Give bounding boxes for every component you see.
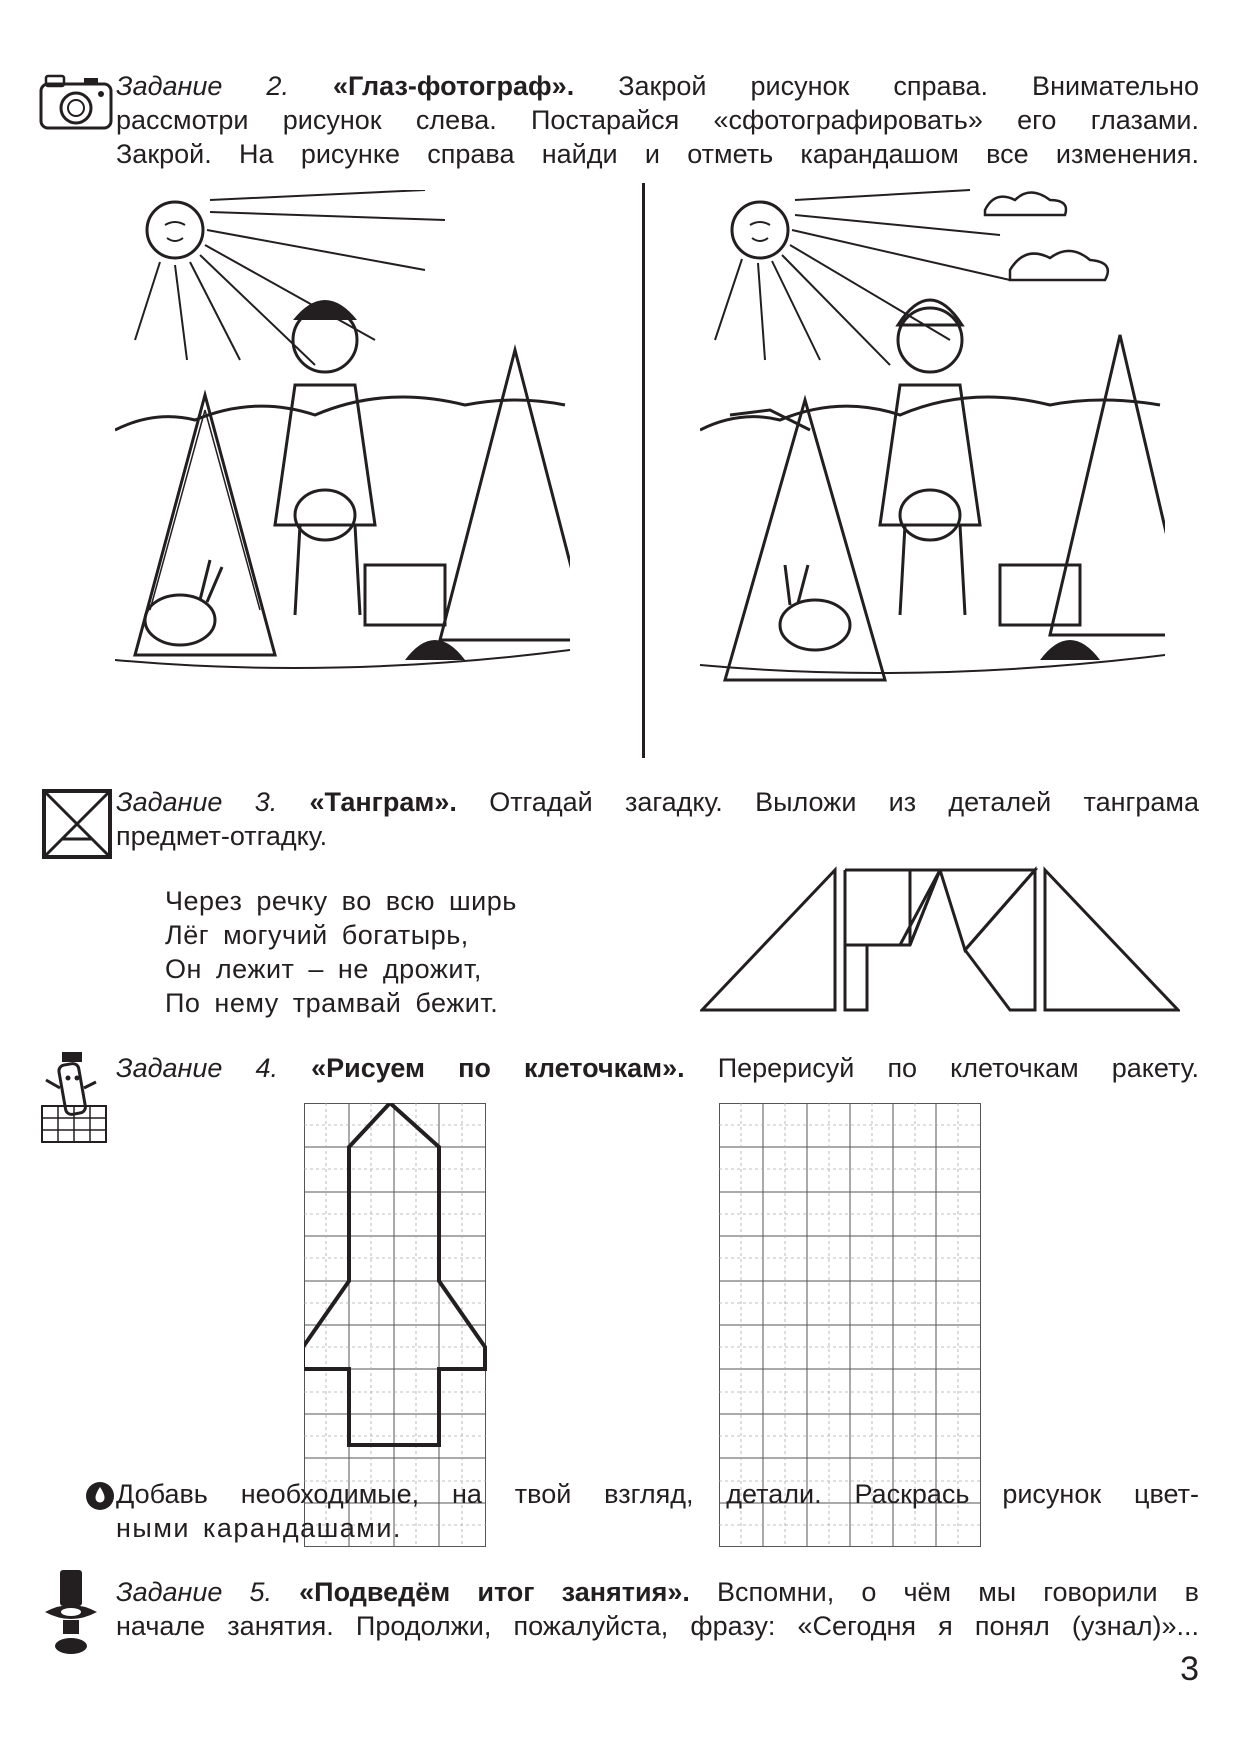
task3-text xyxy=(116,785,1199,853)
task4-text xyxy=(116,1051,1199,1085)
riddle xyxy=(165,884,517,1020)
task5-title: «Подведём итог занятия». xyxy=(299,1577,690,1607)
task2-prefix: Задание 2. xyxy=(116,71,289,101)
riddle-line: Лёг могучий богатырь, xyxy=(165,920,469,950)
task3-prefix: Задание 3. xyxy=(116,787,278,817)
right-picture xyxy=(700,185,1165,745)
task2-line1: Закрой рисунок справа. Внимательно xyxy=(618,71,1199,101)
tangram-icon xyxy=(42,789,112,864)
task5-text xyxy=(116,1575,1199,1643)
task3-line2: предмет-отгадку. xyxy=(116,821,328,851)
task2-line2: рассмотри рисунок слева. Постарайся «сфотографировать» его глазами. xyxy=(116,105,1199,135)
riddle-line: По нему трамвай бежит. xyxy=(165,988,499,1018)
task5-line2: начале занятия. Продолжи, пожалуйста, фразу: «Сегодня я понял (узнал)»... xyxy=(116,1611,1199,1641)
camera-icon xyxy=(38,72,114,137)
task2-line3: Закрой. На рисунке справа найди и отметь карандашом все изменения. xyxy=(116,139,1199,169)
pencil-grid-icon xyxy=(38,1048,110,1153)
left-picture xyxy=(115,190,570,745)
summary-lamp-icon xyxy=(43,1568,99,1661)
extra-text xyxy=(116,1477,1199,1545)
drop-icon xyxy=(85,1481,115,1516)
divider-line xyxy=(642,183,645,758)
extra-line2: ными карандашами. xyxy=(116,1513,402,1543)
task4-prefix: Задание 4. xyxy=(116,1053,279,1083)
task2-text xyxy=(116,69,1199,171)
task3-title: «Танграм». xyxy=(309,787,457,817)
riddle-line: Он лежит – не дрожит, xyxy=(165,954,482,984)
task4-rest: Перерисуй по клеточкам ракету. xyxy=(717,1053,1199,1083)
task5-prefix: Задание 5. xyxy=(116,1577,273,1607)
task2-title: «Глаз-фотограф». xyxy=(332,71,575,101)
riddle-line: Через речку во всю ширь xyxy=(165,886,517,916)
page-number: 3 xyxy=(1180,1650,1199,1688)
tangram-bridge-figure xyxy=(700,865,1180,1020)
task3-line1: Отгадай загадку. Выложи из деталей танграма xyxy=(489,787,1199,817)
extra-line1: Добавь необходимые, на твой взгляд, детали. Раскрась рисунок цвет- xyxy=(116,1479,1199,1509)
task5-line1: Вспомни, о чём мы говорили в xyxy=(717,1577,1199,1607)
task4-title: «Рисуем по клеточкам». xyxy=(311,1053,685,1083)
